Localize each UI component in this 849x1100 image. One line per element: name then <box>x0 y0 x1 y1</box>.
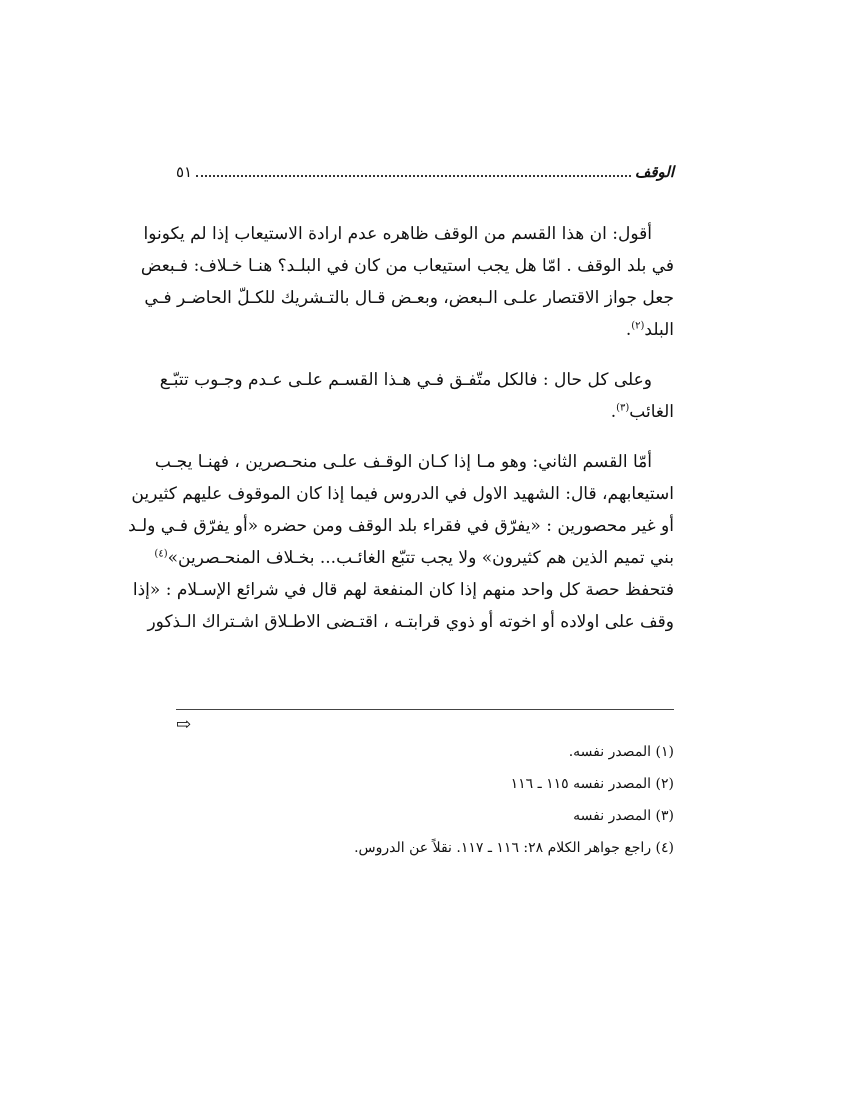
footnote: (٤) راجع جواهر الكلام ٢٨: ١١٦ ـ ١١٧. نقلاً عن الدروس. <box>354 840 674 856</box>
period: . <box>625 320 632 340</box>
footnote: (٣) المصدر نفسه <box>573 808 674 824</box>
page-number: ٥١ <box>176 163 193 181</box>
running-header <box>176 156 674 182</box>
text-line <box>176 314 674 346</box>
footnote-ref: (٤) <box>154 548 168 560</box>
text-line: وعلى كل حال : فالكل متّفـق فـي هـذا القسـم علـى عـدم وجـوب تتبّـع <box>159 370 652 390</box>
main-text <box>128 218 674 638</box>
text-line: جعل جواز الاقتصار علـى الـبعض، وبعـض قـال بالتـشريك للكـلّ الحاضـر فـي <box>144 288 674 308</box>
text-fragment: الغائب <box>629 402 674 422</box>
text-line: في بلد الوقف . امّا هل يجب استيعاب من كان في البلـد؟ هنـا خـلاف: فـبعض <box>140 256 674 276</box>
text-fragment: البلد <box>644 320 674 340</box>
text-line: استيعابهم، قال: الشهيد الاول في الدروس فيما إذا كان الموقوف عليهم كثيرين <box>131 484 674 504</box>
text-line: أو غير محصورين : «يفرّق في فقراء بلد الوقف ومن حضره «أو يفرّق فـي ولـد <box>128 516 674 536</box>
header-title: الوقف <box>634 163 674 181</box>
text-line: أمّا القسم الثاني: وهو مـا إذا كـان الوقـف علـى منحـصرين ، فهنـا يجـب <box>154 452 652 472</box>
footnote-separator <box>176 709 674 710</box>
text-line: أقول: ان هذا القسم من الوقف ظاهره عدم ارادة الاستيعاب إذا لم يكونوا <box>143 224 652 244</box>
text-line <box>176 396 674 428</box>
footnote: (١) المصدر نفسه. <box>568 744 674 760</box>
period: . <box>610 402 617 422</box>
footnote: (٢) المصدر نفسه ١١٥ ـ ١١٦ <box>510 776 674 792</box>
footnote-ref: (٢) <box>631 320 645 332</box>
header-dot-leader <box>196 174 631 177</box>
footnote-ref: (٣) <box>616 402 630 414</box>
text-fragment: بني تميم الذين هم كثيرون» ولا يجب تتبّع الغائـب... بخـلاف المنحـصرين» <box>167 548 674 568</box>
continuation-arrow-icon: ⇨ <box>176 714 192 735</box>
text-line <box>154 542 674 574</box>
text-line: فتحفظ حصة كل واحد منهم إذا كان المنفعة لهم قال في شرائع الإسـلام : «إذا <box>132 580 674 600</box>
text-line: وقف على اولاده أو اخوته أو ذوي قرابتـه ، اقتـضى الاطـلاق اشـتراك الـذكور <box>147 612 674 632</box>
